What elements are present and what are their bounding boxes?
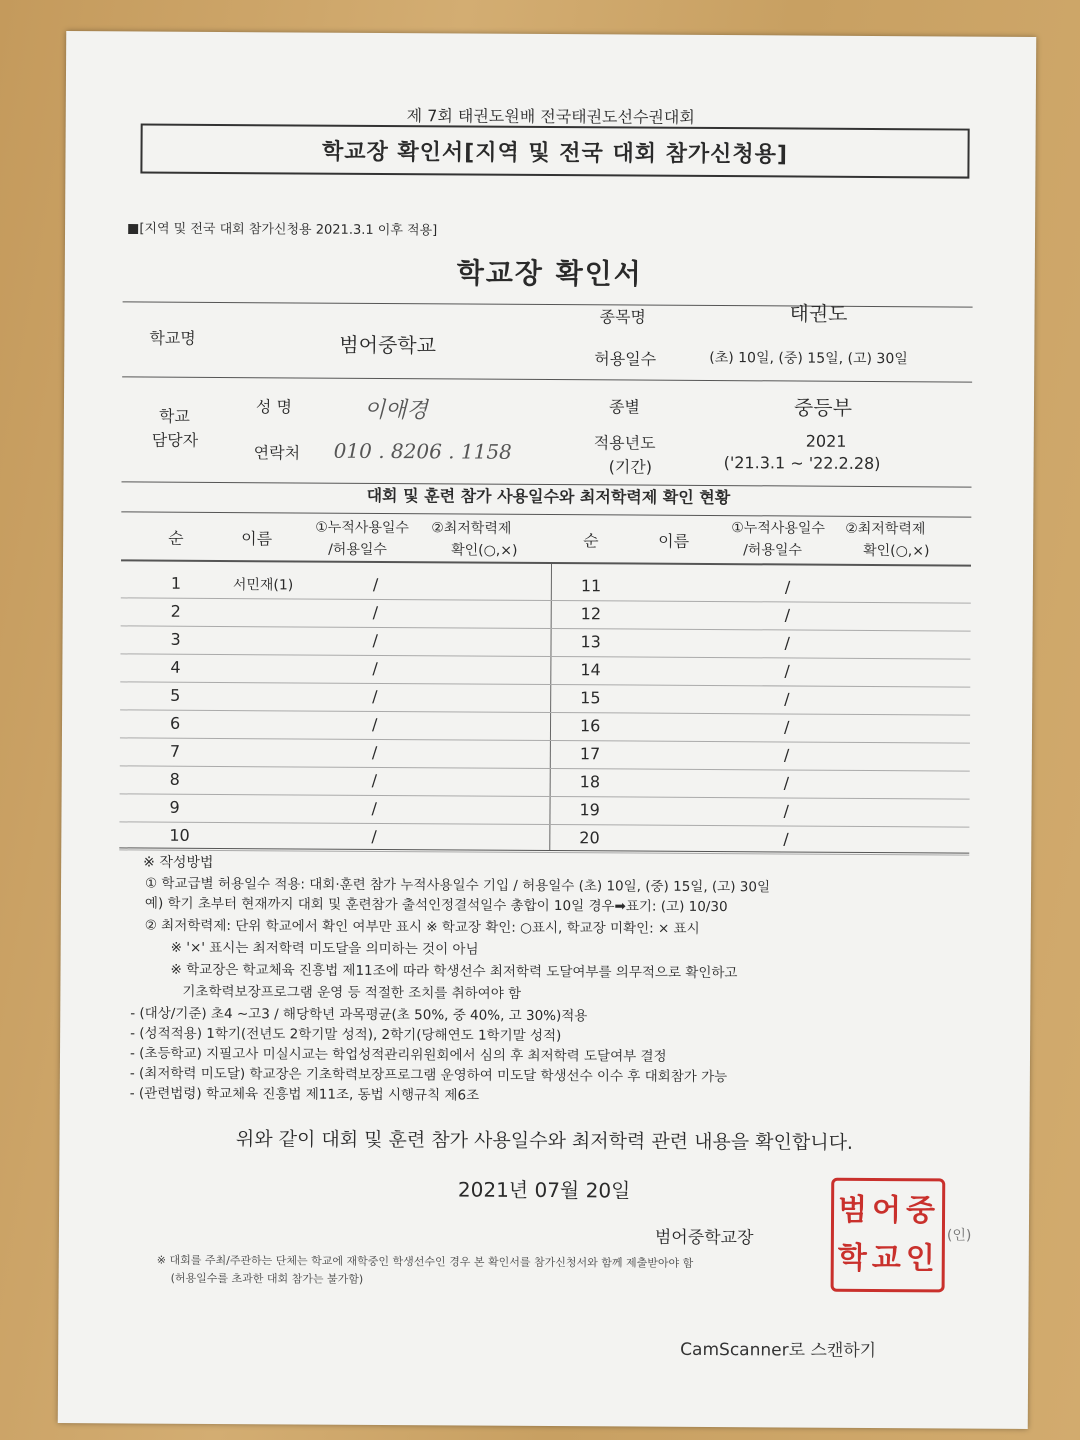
col-days-left-2: /허용일수 <box>328 541 387 559</box>
instruction-line: 예) 학기 초부터 현재까지 대회 및 훈련참가 출석인정결석일수 총합이 10일 경우➡표기: (고) 10/30 <box>144 895 728 916</box>
col-check-right-1: ②최저학력제 <box>845 520 926 538</box>
row-no-right: 17 <box>579 744 601 764</box>
year-label-2: (기간) <box>608 457 653 477</box>
row-no-right: 16 <box>579 716 601 736</box>
instruction-line: 기초학력보장프로그램 운영 등 적절한 조치를 취하여야 함 <box>182 983 522 1002</box>
row-slash-left: / <box>372 686 378 706</box>
row-no-right: 11 <box>580 576 602 596</box>
row-slash-left: / <box>371 714 378 734</box>
row-separator <box>119 821 969 827</box>
instruction-line: - (초등학교) 지필고사 미실시교는 학업성적관리위원회에서 심의 후 최저학력 도달여부 결정 <box>129 1045 667 1065</box>
col-name-left: 이름 <box>241 529 273 549</box>
instruction-line: - (관련법령) 학교체육 진흥법 제11조, 동법 시행규칙 제6조 <box>129 1085 480 1104</box>
row-no-left: 4 <box>170 657 181 677</box>
row-slash-left: / <box>372 658 378 678</box>
row-no-right: 15 <box>580 688 601 708</box>
sport-label: 종목명 <box>599 307 646 327</box>
division-label: 종별 <box>608 397 640 417</box>
row-separator <box>120 765 970 771</box>
row-slash-right: / <box>783 829 789 849</box>
info-mid-line <box>122 376 972 382</box>
competition-name: 제 7회 태권도원배 전국태권도선수권대회 <box>406 106 695 127</box>
row-separator <box>120 653 970 659</box>
period-value: ('21.3.1 ~ '22.2.28) <box>723 453 881 474</box>
row-no-left: 8 <box>169 769 180 789</box>
confirm-date: 2021년 07월 20일 <box>457 1177 631 1203</box>
row-name-left: 서민재(1) <box>232 577 294 594</box>
row-slash-right: / <box>784 689 790 709</box>
name-label: 성 명 <box>255 397 293 417</box>
row-slash-right: / <box>783 801 789 821</box>
row-slash-right: / <box>783 745 790 765</box>
row-no-right: 14 <box>580 660 601 680</box>
row-no-left: 2 <box>170 601 181 621</box>
allowed-label: 허용일수 <box>594 349 657 369</box>
box-title: 학교장 확인서[지역 및 전국 대회 참가신청용] <box>321 139 789 168</box>
instruction-line: - (최저학력 미도달) 학교장은 기초학력보장프로그램 운영하여 미도달 학생선수 이수 후 대회참가 가능 <box>129 1065 728 1086</box>
row-slash-right: / <box>784 605 791 625</box>
instructions-heading: ※ 작성방법 <box>143 854 214 871</box>
col-days-left-1: ①누적사용일수 <box>315 519 409 537</box>
row-no-right: 12 <box>580 604 602 624</box>
seal-mark: (인) <box>946 1227 972 1244</box>
year-value: 2021 <box>805 431 847 451</box>
instruction-line: ※ '×' 표시는 최저학력 미도달을 의미하는 것이 아님 <box>170 939 479 958</box>
sport-value: 태권도 <box>789 301 848 326</box>
official-stamp: 범 어 중 학 교 인 <box>831 1178 946 1293</box>
row-separator <box>121 625 971 631</box>
row-slash-left: / <box>371 798 377 818</box>
instruction-line: ② 최저학력제: 단위 학교에서 확인 여부만 표시 ※ 학교장 확인: ○표시, 학교장 미확인: × 표시 <box>144 917 700 937</box>
confirm-statement: 위와 같이 대회 및 훈련 참가 사용일수와 최저학력 관련 내용을 확인합니다. <box>235 1128 854 1154</box>
table-top-line <box>121 511 971 517</box>
camscanner-watermark: CamScanner로 스캔하기 <box>680 1339 877 1362</box>
instruction-line: - (성적적용) 1학기(전년도 2학기말 성적), 2학기(당해연도 1학기말 성적) <box>130 1025 562 1045</box>
col-name-right: 이름 <box>658 531 690 551</box>
col-days-right-2: /허용일수 <box>743 542 802 559</box>
row-slash-right: / <box>784 661 790 681</box>
manager-label-2: 담당자 <box>151 430 199 450</box>
row-slash-left: / <box>372 574 379 594</box>
row-no-right: 19 <box>579 800 600 820</box>
table-divider <box>549 564 552 850</box>
footnote-line-1: ※ 대회를 주최/주관하는 단체는 학교에 재학중인 학생선수인 경우 본 확인서를 참가신청서와 함께 제출받아야 함 <box>156 1253 694 1270</box>
row-slash-right: / <box>784 577 791 597</box>
row-separator <box>120 793 970 799</box>
instruction-line: - (대상/기준) 초4 ~고3 / 해당학년 과목평균(초 50%, 중 40%, 고 30%)적용 <box>130 1005 588 1025</box>
contact-value: 010 . 8206 . 1158 <box>333 438 512 464</box>
row-no-left: 1 <box>170 573 182 593</box>
col-check-left-1: ②최저학력제 <box>431 520 512 537</box>
row-slash-left: / <box>372 630 378 650</box>
col-no-left: 순 <box>168 528 184 548</box>
row-slash-left: / <box>371 770 378 790</box>
principal-name: 범어중학교장 <box>654 1227 754 1249</box>
division-value: 중등부 <box>793 395 853 420</box>
school-label: 학교명 <box>149 328 196 348</box>
name-value: 이애경 <box>363 397 428 424</box>
instruction-line: ※ 학교장은 학교체육 진흥법 제11조에 따라 학생선수 최저학력 도달여부를 의무적으로 확인하고 <box>170 961 738 982</box>
row-separator <box>120 709 970 715</box>
footnote-line-2: (허용일수를 초과한 대회 참가는 불가함) <box>170 1271 364 1286</box>
instruction-line: ① 학교급별 허용일수 적용: 대회·훈련 참가 누적사용일수 기입 / 허용일수 (초) 10일, (중) 15일, (고) 30일 <box>145 875 771 896</box>
manager-label-1: 학교 <box>158 406 190 426</box>
document-page <box>58 31 1036 1429</box>
col-check-right-2: 확인(○,×) <box>863 542 930 560</box>
row-slash-left: / <box>371 826 377 846</box>
year-label-1: 적용년도 <box>593 433 656 453</box>
row-no-right: 13 <box>580 632 601 652</box>
col-check-left-2: 확인(○,×) <box>451 542 518 559</box>
row-slash-left: / <box>371 742 378 762</box>
allowed-value: (초) 10일, (중) 15일, (고) 30일 <box>709 349 908 368</box>
row-slash-right: / <box>784 633 790 653</box>
row-no-left: 10 <box>169 825 190 845</box>
row-separator <box>120 681 970 687</box>
row-no-left: 9 <box>169 797 180 817</box>
title-box <box>140 124 969 179</box>
school-value: 범어중학교 <box>339 332 437 358</box>
col-days-right-1: ①누적사용일수 <box>731 520 825 537</box>
form-note: ■[지역 및 전국 대회 참가신청용 2021.3.1 이후 적용] <box>127 221 438 239</box>
row-no-right: 20 <box>579 828 600 848</box>
row-no-left: 3 <box>170 629 181 649</box>
contact-label: 연락처 <box>253 443 301 463</box>
row-slash-left: / <box>372 602 379 622</box>
row-slash-right: / <box>783 773 790 793</box>
table-header-line <box>121 559 971 566</box>
row-no-left: 5 <box>170 685 181 705</box>
col-no-right: 순 <box>583 531 599 551</box>
row-no-left: 6 <box>169 713 181 733</box>
row-separator <box>121 597 971 603</box>
table-caption: 대회 및 훈련 참가 사용일수와 최저학력제 확인 현황 <box>366 485 731 508</box>
main-title: 학교장 확인서 <box>456 256 643 291</box>
row-slash-right: / <box>783 717 790 737</box>
row-separator <box>120 737 970 743</box>
row-no-left: 7 <box>169 741 181 761</box>
row-no-right: 18 <box>579 772 601 792</box>
